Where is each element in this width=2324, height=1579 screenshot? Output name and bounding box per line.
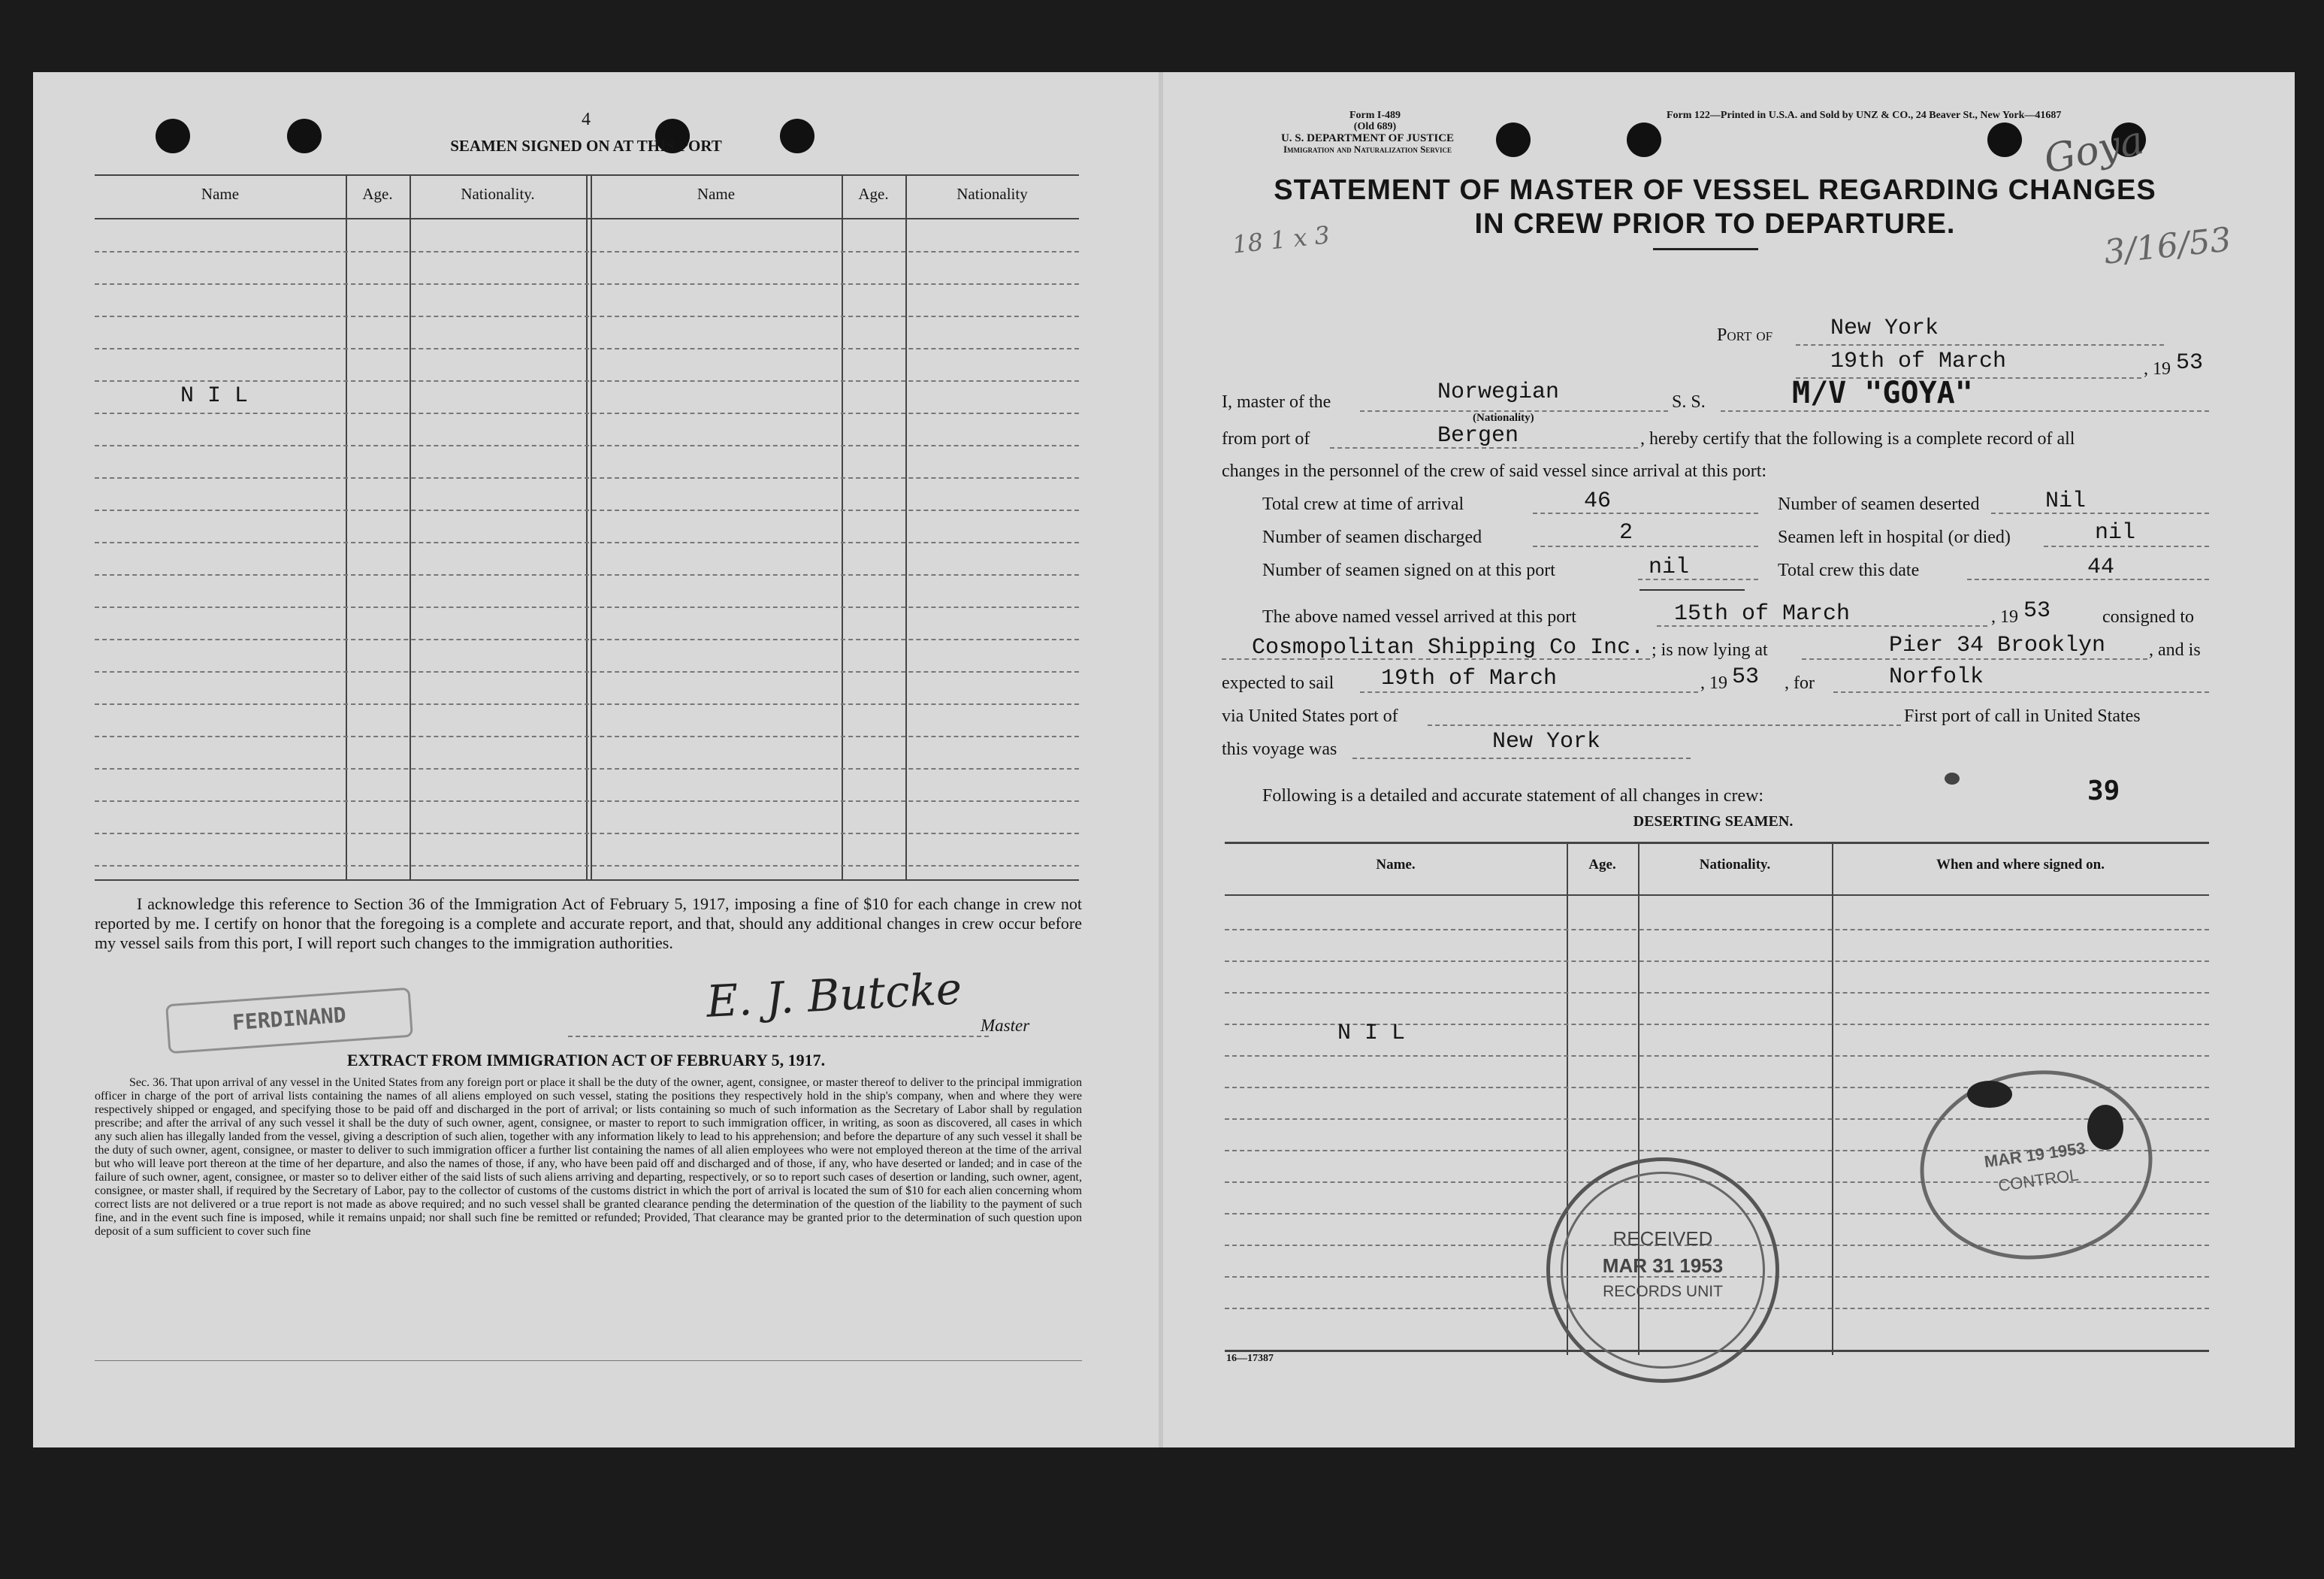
punch-hole (287, 119, 322, 153)
expected-label: expected to sail (1222, 673, 1334, 693)
discharged-value: 2 (1619, 520, 1633, 546)
column-header-name: Name. (1376, 857, 1416, 873)
form-old-number: (Old 689) (1353, 121, 1397, 132)
ink-blot (1967, 1081, 2012, 1108)
page-fold (1159, 72, 1163, 1447)
and-is-label: , and is (2149, 640, 2201, 660)
ss-label: S. S. (1672, 392, 1706, 412)
deserting-title: DESERTING SEAMEN. (1633, 813, 1794, 830)
column-header-age: Age. (1588, 857, 1616, 873)
code-mark: 39 (2087, 776, 2120, 806)
for-label: , for (1785, 673, 1815, 693)
first-port-label: First port of call in United States (1904, 706, 2141, 726)
hospital-value: nil (2095, 520, 2136, 546)
punch-hole (780, 119, 814, 153)
hospital-label: Seamen left in hospital (or died) (1778, 528, 2011, 547)
expected-year: , 19 (1700, 673, 1727, 693)
form-title-line1: STATEMENT OF MASTER OF VESSEL REGARDING CHANGES (1274, 174, 2156, 206)
handwritten-reference: 18 1 x 3 (1231, 220, 1331, 259)
master-stamp: FERDINAND (165, 988, 413, 1054)
arrived-value: 15th of March (1674, 601, 1851, 627)
arrived-label: The above named vessel arrived at this port (1262, 607, 1576, 627)
column-header-name: Name (697, 185, 736, 203)
master-signature: E. J. Butcke (705, 963, 963, 1027)
column-header-nationality: Nationality (956, 185, 1028, 203)
column-header-age: Age. (858, 185, 889, 203)
vessel-name: M/V "GOYA" (1792, 376, 1973, 410)
printer-note: Form 122—Printed in U.S.A. and Sold by UNZ & CO., 24 Beaver St., New York—41687 (1667, 110, 2062, 121)
extract-title: EXTRACT FROM IMMIGRATION ACT OF FEBRUARY 5, 1917. (346, 1051, 826, 1069)
date-value: 19th of March (1830, 349, 2007, 374)
form-number: Form I-489 (1349, 110, 1401, 121)
control-stamp-date: MAR 19 1953 (1983, 1138, 2087, 1172)
received-stamp-date: MAR 31 1953 (1602, 1254, 1724, 1277)
column-header-signed-on: When and where signed on. (1936, 857, 2105, 873)
total-crew-date-value: 44 (2087, 555, 2115, 580)
footer-code: 16—17387 (1226, 1353, 1274, 1364)
total-crew-arrival-label: Total crew at time of arrival (1262, 495, 1464, 514)
port-value: New York (1830, 316, 1939, 341)
from-port-label: from port of (1222, 429, 1310, 449)
year-value: 53 (2176, 350, 2204, 376)
service-name: Immigration and Naturalization Service (1283, 144, 1452, 155)
section-title: SEAMEN SIGNED ON AT THIS PORT (450, 137, 722, 155)
column-header-name: Name (201, 185, 240, 203)
port-label: Port of (1717, 325, 1773, 345)
total-crew-arrival-value: 46 (1584, 489, 1612, 514)
year-prefix: , 19 (2144, 359, 2171, 379)
control-stamp-label: CONTROL (1996, 1165, 2080, 1196)
department-name: U. S. DEPARTMENT OF JUSTICE (1280, 132, 1455, 144)
ink-smudge (1945, 773, 1960, 785)
consigned-label: consigned to (2102, 607, 2194, 627)
received-stamp-unit: RECORDS UNIT (1603, 1283, 1723, 1300)
column-header-age: Age. (362, 185, 393, 203)
voyage-label: this voyage was (1222, 740, 1337, 759)
expected-value: 19th of March (1381, 666, 1558, 691)
punch-hole (156, 119, 190, 153)
acknowledgement-text: I acknowledge this reference to Section 36 of the Immigration Act of February 5, 1917, imposing a fine of $10 for each change in crew not reported by me. I certify on honor that the foregoing is a complete and accurate report, and that, should any additional changes in crew occur before my vessel sails from this port, I will report such changes to the immigration authorities. (95, 894, 1082, 952)
master-of-label: I, master of the (1222, 392, 1331, 412)
from-port-value: Bergen (1437, 423, 1519, 449)
total-crew-date-label: Total crew this date (1778, 561, 1920, 580)
arrived-year-value: 53 (2023, 598, 2051, 624)
expected-year-value: 53 (1732, 664, 1760, 690)
deserted-value: Nil (2045, 489, 2087, 514)
via-label: via United States port of (1222, 706, 1398, 726)
for-value: Norfolk (1889, 664, 1984, 690)
consignee-value: Cosmopolitan Shipping Co Inc. (1252, 635, 1645, 661)
punch-hole (1987, 123, 2022, 157)
page-number: 4 (582, 110, 591, 129)
deserted-label: Number of seamen deserted (1778, 495, 1980, 514)
following-text: Following is a detailed and accurate statement of all changes in crew: (1262, 786, 1764, 806)
column-header-nationality: Nationality. (461, 185, 535, 203)
certify-text: , hereby certify that the following is a complete record of all (1640, 429, 2075, 449)
voyage-value: New York (1492, 729, 1601, 755)
handwritten-date: 3/16/53 (2102, 220, 2233, 272)
column-header-nationality: Nationality. (1699, 857, 1771, 873)
punch-hole (1627, 123, 1661, 157)
received-stamp-label: RECEIVED (1612, 1227, 1713, 1250)
signed-on-label: Number of seamen signed on at this port (1262, 561, 1555, 580)
nationality-caption: (Nationality) (1473, 412, 1534, 424)
nil-entry: N I L (1337, 1021, 1406, 1046)
signed-on-value: nil (1649, 555, 1690, 580)
ink-blot (2087, 1105, 2123, 1150)
handwritten-vessel-name: Goya (2040, 117, 2148, 183)
arrived-year: , 19 (1991, 607, 2018, 627)
document-sheet (33, 72, 2295, 1447)
signature-role: Master (981, 1016, 1030, 1035)
lying-label: ; is now lying at (1652, 640, 1768, 660)
form-title-line2: IN CREW PRIOR TO DEPARTURE. (1474, 208, 1956, 240)
received-stamp (1546, 1157, 1779, 1383)
discharged-label: Number of seamen discharged (1262, 528, 1482, 547)
lying-value: Pier 34 Brooklyn (1889, 633, 2106, 658)
extract-text: Sec. 36. That upon arrival of any vessel in the United States from any foreign port or place it shall be the duty of the owner, agent, consignee, or master thereof to deliver to the principal immigration officer in charge of the port of arrival lists containing the names of all aliens employed on such vessel, stating the positions they respectively hold in the ship's company, when and where they were respectively shipped or engaged, and specifying those to be paid off and discharged in the port of arrival; or lists containing so much of such information as the Secretary of Labor shall by regulation prescribe; and after the arrival of any such vessel it shall be the duty of such owner, agent, consignee, or master to report to such immigration officer, in writing, as soon as discovered, all cases in which any such alien has illegally landed from the vessel, giving a description of such alien, together with any information likely to lead to his apprehension; and before the departure of any such vessel it shall be the duty of such owner, agent, consignee, or master to deliver to such immigration officer a further list containing the names of all alien employees who were not employed thereon at the time of the arrival but who will leave port thereon at the time of her departure, and also the names of those, if any, who have been paid off and discharged and of those, if any, who have deserted or landed; and in case of the failure of such owner, agent, consignee, or master so to deliver either of the said lists of such aliens arriving and departing, respectively, or so to report such cases of desertion or landing, such owner, agent, consignee, or master shall, if required by the Secretary of Labor, pay to the collector of customs of the customs district in which the port of arrival is located the sum of $10 for each alien concerning whom correct lists are not delivered or a true report is not made as above required; and no such vessel shall be granted clearance pending the determination of the question of the liability to the payment of such fine, and in the event such fine is imposed, while it remains unpaid; nor shall such fine be remitted or refunded; Provided, That clearance may be granted prior to the determination of such question upon deposit of a sum sufficient to cover such fine (95, 1076, 1082, 1238)
nil-entry: N I L (180, 383, 249, 409)
changes-text: changes in the personnel of the crew of said vessel since arrival at this port: (1222, 461, 1767, 481)
nationality-value: Norwegian (1437, 380, 1560, 405)
